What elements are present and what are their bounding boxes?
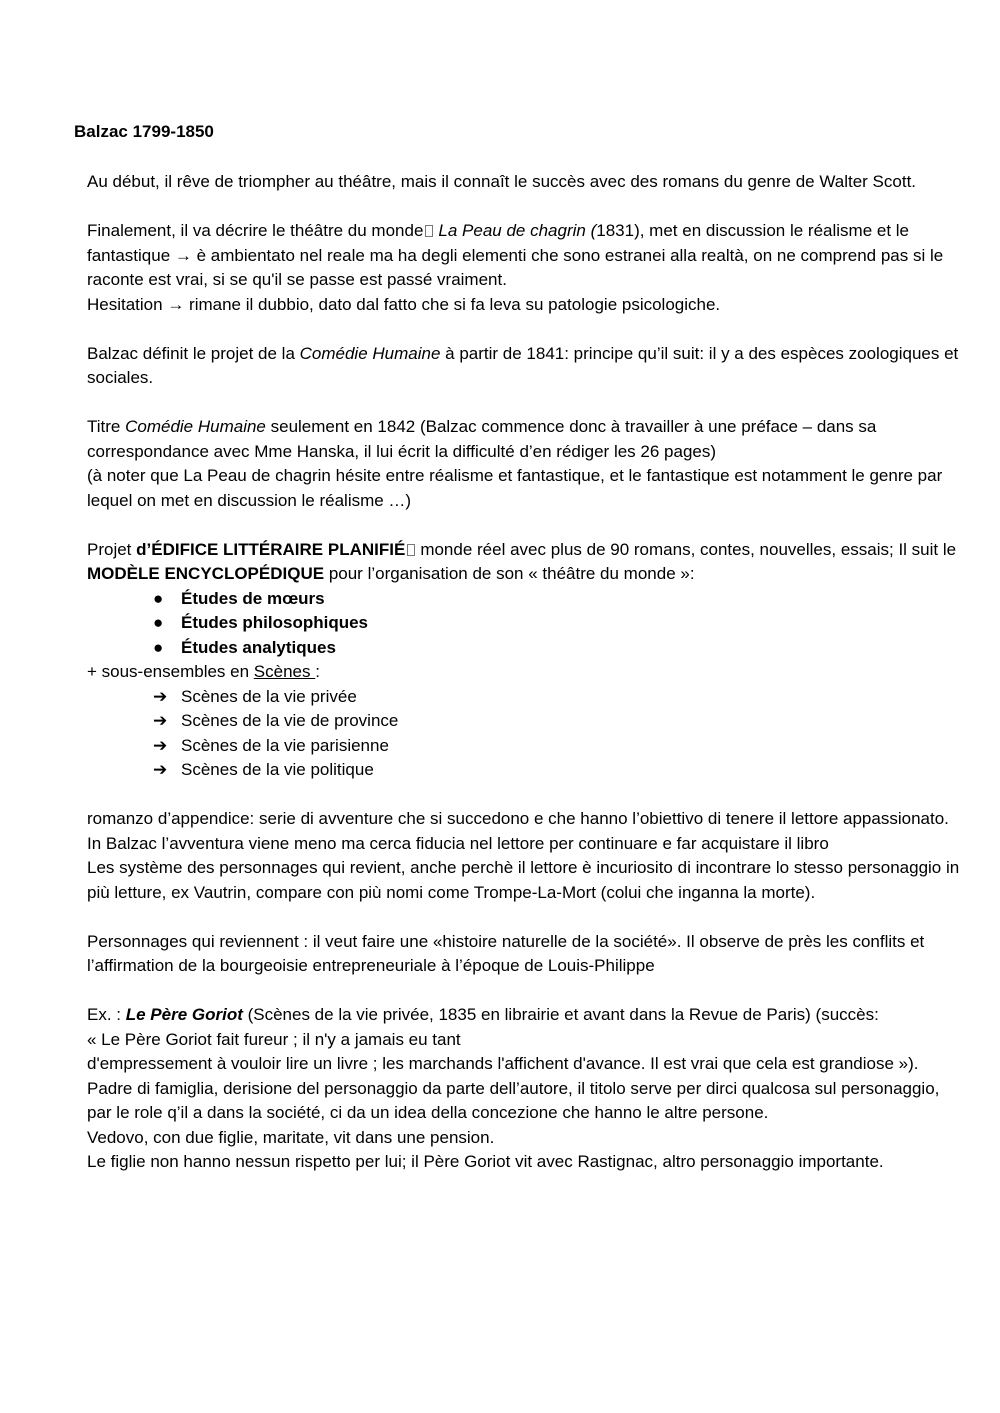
list-item (87, 636, 967, 661)
bullet-icon: ● (153, 637, 164, 657)
paragraph-note: (à noter que La Peau de chagrin hésite entre réalisme et fantastique, et le fantastique est notamment le genre par lequel on met en discussion le réalisme …) (87, 466, 943, 510)
list-item-label: Scènes de la vie politique (181, 760, 374, 779)
text-segment: (Scènes de la vie privée, 1835 en librairie et avant dans la Revue de Paris) (succès: (242, 1005, 879, 1024)
list-item (87, 611, 967, 636)
paragraph-projet (87, 342, 967, 391)
page-title: Balzac 1799-1850 (74, 122, 214, 141)
list-item-label: Scènes de la vie de province (181, 711, 399, 730)
paragraph-vedovo: Vedovo, con due figlie, maritate, vit dans une pension. (87, 1127, 495, 1147)
text-segment: 1831), met en discussion le réalisme et le fantastique → è ambientato nel reale ma ha degli elementi che sono estranei alla realtà, on ne comprend pas si le raconte est vrai, si se qu'il se passe est passé vraiment. (87, 221, 944, 289)
text-segment: Projet (87, 539, 137, 559)
arrow-right-icon: ➔ (153, 686, 168, 706)
list-item (87, 734, 967, 759)
missing-glyph-icon (407, 544, 415, 556)
list-item (87, 587, 967, 612)
list-item-label: Études de mœurs (181, 588, 325, 608)
bullet-icon: ● (153, 588, 164, 608)
text-segment: + sous-ensembles en (87, 662, 254, 681)
paragraph-edifice (87, 538, 967, 587)
list-item-label: Études analytiques (181, 637, 336, 657)
missing-glyph-icon (425, 225, 433, 237)
text-segment: seulement en 1842 (Balzac commence donc à travailler à une préface – dans sa correspondance avec Mme Hanska, il lui écrit la difficulté d’en rédiger les 26 pages) (87, 417, 877, 461)
paragraph-personnages: Personnages qui reviennent : il veut faire une «histoire naturelle de la société». Il observe de près les conflits et l’affirmation de la bourgeoisie entrepreneuriale à l’époque de Louis-Philippe (87, 931, 925, 975)
book-title: La Peau de chagrin ( (438, 221, 597, 240)
arrow-right-icon: ➔ (153, 711, 168, 730)
text-segment: monde réel avec plus de 90 romans, contes, nouvelles, essais; Il suit le (420, 539, 957, 559)
list-item (87, 685, 967, 710)
etudes-list (87, 587, 967, 661)
bold-term: d’ÉDIFICE LITTÉRAIRE PLANIFIÉ (136, 539, 406, 559)
paragraph-titre (87, 415, 967, 464)
paragraph-peau-de-chagrin (87, 219, 967, 293)
paragraph-intro: Au début, il rêve de triompher au théâtre, mais il connaît le succès avec des romans du genre de Walter Scott. (87, 172, 917, 191)
paragraph-sous-ensembles (87, 660, 967, 685)
list-item (87, 709, 967, 734)
arrow-right-icon: ➔ (153, 735, 168, 755)
quote-line: d'empressement à vouloir lire un livre ; les marchands l'affichent d'avance. Il est vrai que cela est grandiose »). (87, 1054, 919, 1073)
text-segment: Balzac définit le projet de la (87, 343, 300, 363)
text-segment: Finalement, il va décrire le théâtre du monde (87, 221, 424, 240)
paragraph-romanzo: romanzo d’appendice: serie di avventure che si succedono e che hanno l’obiettivo di tenere il lettore appassionato. In Balzac l’avventura viene meno ma cerca fiducia nel lettore per continuare e far acquistare il libro (87, 809, 949, 853)
quote-line: « Le Père Goriot fait fureur ; il n'y a jamais eu tant (87, 1029, 461, 1049)
arrow-right-icon: ➔ (153, 760, 168, 779)
paragraph-hesitation: Hesitation → rimane il dubbio, dato dal fatto che si fa leva su patologie psicologiche. (87, 294, 721, 314)
underlined-term: Scènes (253, 662, 316, 681)
book-title: Le Père Goriot (125, 1005, 243, 1024)
scenes-list (87, 685, 967, 783)
work-title: Comédie Humaine (125, 417, 266, 436)
text-segment: à partir de 1841: principe qu’il suit: il y a des espèces zoologiques et sociales. (87, 343, 959, 387)
paragraph-goriot (87, 1003, 967, 1028)
list-item-label: Études philosophiques (181, 613, 369, 632)
work-title: Comédie Humaine (299, 343, 441, 363)
text-segment: Titre (87, 417, 126, 436)
list-item-label: Scènes de la vie privée (181, 686, 357, 706)
text-segment: Ex. : (87, 1005, 126, 1024)
paragraph-figlie: Le figlie non hanno nessun rispetto per lui; il Père Goriot vit avec Rastignac, altro personaggio importante. (87, 1152, 884, 1171)
bullet-icon: ● (153, 613, 164, 632)
text-segment: pour l’organisation de son « théâtre du monde »: (324, 564, 695, 583)
list-item-label: Scènes de la vie parisienne (181, 735, 389, 755)
bold-term: MODÈLE ENCYCLOPÉDIQUE (87, 564, 325, 583)
paragraph-systeme: Les système des personnages qui revient, anche perchè il lettore è incuriosito di incontrare lo stesso personaggio in più letture, ex Vautrin, compare con più nomi come Trompe-La-Mort (colui che inganna la morte). (87, 858, 960, 902)
paragraph-padre: Padre di famiglia, derisione del personaggio da parte dell’autore, il titolo serve per dirci qualcosa sul personaggio, par le role q’il a dans la société, ci da un idea della concezione che hanno le altre persone. (87, 1078, 940, 1122)
list-item (87, 758, 967, 783)
text-segment: : (315, 662, 320, 681)
document-body (87, 170, 967, 1175)
